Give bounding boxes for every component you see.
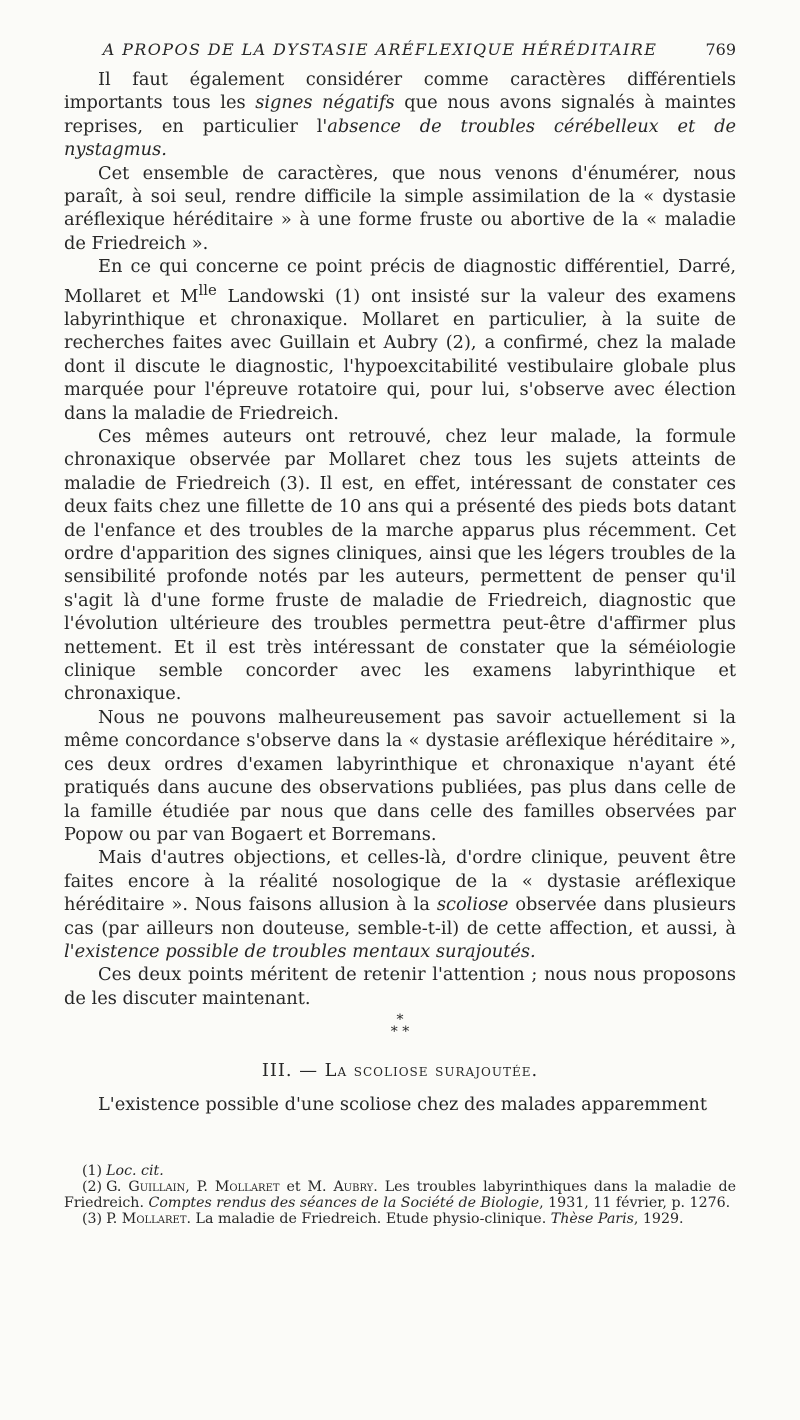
- superscript: lle: [198, 281, 217, 299]
- text-run: . La maladie de Friedreich. Etude physio-clinique.: [186, 1210, 551, 1227]
- section-dash: —: [299, 1060, 318, 1082]
- text-run: Nous ne pouvons malheureusement pas savoir actuellement si la même concordance s'observe dans la « dystasie aréflexique héréditaire », ces deux ordres d'examen labyrinthique et chronaxique n'ayant été pratiqués dans aucune des observations publiées, pas plus dans celle de la famille étudiée par nous que dans celle des familles observées par Popow ou par van Bogaert et Borremans.: [64, 706, 736, 845]
- paragraph: [64, 68, 736, 162]
- italic-text: l'existence possible de troubles mentaux surajoutés.: [64, 940, 536, 962]
- section-title: La scoliose surajoutée.: [324, 1060, 539, 1082]
- footnote-number: (2): [82, 1178, 103, 1195]
- text-run: que nous avons signalés à maintes reprises, en particulier l': [64, 92, 736, 137]
- section-heading: [64, 1060, 736, 1081]
- footnote-number: (3): [82, 1210, 103, 1227]
- footnotes: [64, 1163, 736, 1227]
- text-run: Cet ensemble de caractères, que nous venons d'énumérer, nous paraît, à soi seul, rendre difficile la simple assimilation de la « dystasie aréflexique héréditaire » à une forme fruste ou abortive de la « maladie de Friedreich ».: [64, 162, 736, 254]
- text-run: Ces deux points méritent de retenir l'attention ; nous nous proposons de les discuter maintenant.: [64, 964, 736, 1009]
- footnote: [64, 1163, 736, 1179]
- author-name: G. Guillain: [106, 1178, 186, 1195]
- italic-text: Thèse Paris: [550, 1210, 634, 1227]
- text-run: Il faut également considérer comme caractères différentiels importants tous les: [64, 69, 736, 114]
- text-run: et: [279, 1178, 308, 1195]
- paragraph: [64, 963, 736, 1010]
- paragraph: [64, 162, 736, 256]
- page-number: 769: [705, 40, 736, 59]
- paragraph: [64, 706, 736, 846]
- footnote-number: (1): [82, 1162, 103, 1179]
- text-run: observée dans plusieurs cas (par ailleurs non douteuse, semble-t-il) de cette affection, et aussi, à: [64, 894, 736, 939]
- text-run: En ce qui concerne ce point précis de diagnostic différentiel, Darré, Mollaret et M: [64, 256, 736, 307]
- italic-text: scoliose: [436, 894, 509, 916]
- italic-text: Loc. cit.: [106, 1162, 164, 1179]
- running-title: A PROPOS DE LA DYSTASIE ARÉFLEXIQUE HÉRÉDITAIRE: [102, 40, 658, 59]
- paragraph: [64, 255, 736, 425]
- italic-text: signes négatifs: [255, 92, 395, 114]
- section-paragraph: L'existence possible d'une scoliose chez des malades apparemment: [98, 1094, 707, 1116]
- asterism-bottom: * *: [390, 1024, 410, 1041]
- author-name: P. Mollaret: [196, 1178, 280, 1195]
- asterism-divider: [64, 1012, 736, 1041]
- text-run: Mais d'autres objections, et celles-là, d'ordre clinique, peuvent être faites encore à la réalité nosologique de la « dystasie aréflexique héréditaire ». Nous faisons allusion à la: [64, 847, 736, 916]
- author-name: M. Aubry: [307, 1178, 374, 1195]
- footnote: [64, 1179, 736, 1211]
- italic-text: Comptes rendus des séances de la Société de Biologie: [148, 1194, 540, 1211]
- author-name: P. Mollaret: [106, 1210, 187, 1227]
- text-run: Ces mêmes auteurs ont retrouvé, chez leur malade, la formule chronaxique observée par Mollaret chez tous les sujets atteints de maladie de Friedreich (3). Il est, en effet, intéressant de constater ces deux faits chez une fillette de 10 ans qui a présenté des pieds bots datant de l'enfance et des troubles de la marche apparus plus récemment. Cet ordre d'apparition des signes cliniques, ainsi que les légers troubles de la sensibilité profonde notés par les auteurs, permettent de penser qu'il s'agit là d'une forme fruste de maladie de Friedreich, diagnostic que l'évolution ultérieure des troubles permettra peut-être d'affirmer plus nettement. Et il est très intéressant de constater que la séméiologie clinique semble concorder avec les examens labyrinthique et chronaxique.: [64, 426, 736, 705]
- text-run: Landowski (1) ont insisté sur la valeur des examens labyrinthique et chronaxique. Mollaret en particulier, à la suite de recherches faites avec Guillain et Aubry (2), a confirmé, chez la malade dont il discute le diagnostic, l'hypoexcitabilité vestibulaire globale plus marquée pour l'épreuve rotatoire qui, pour lui, s'observe avec élection dans la maladie de Friedreich.: [64, 285, 736, 424]
- text-run: , 1931, 11 février, p. 1276.: [539, 1194, 731, 1211]
- running-head: [64, 40, 736, 68]
- footnote: [64, 1211, 736, 1227]
- body-text: [64, 68, 736, 1010]
- paragraph: [64, 846, 736, 963]
- section-body: [64, 1093, 736, 1116]
- italic-text: absence de troubles cérébelleux et de nystagmus.: [64, 115, 736, 161]
- text-run: , 1929.: [633, 1210, 684, 1227]
- paragraph: [64, 425, 736, 706]
- section-number: III.: [261, 1060, 293, 1082]
- text-run: ,: [185, 1178, 197, 1195]
- asterism-top: *: [396, 1012, 404, 1029]
- text-run: . Les troubles labyrinthiques dans la maladie de Friedreich.: [64, 1178, 736, 1211]
